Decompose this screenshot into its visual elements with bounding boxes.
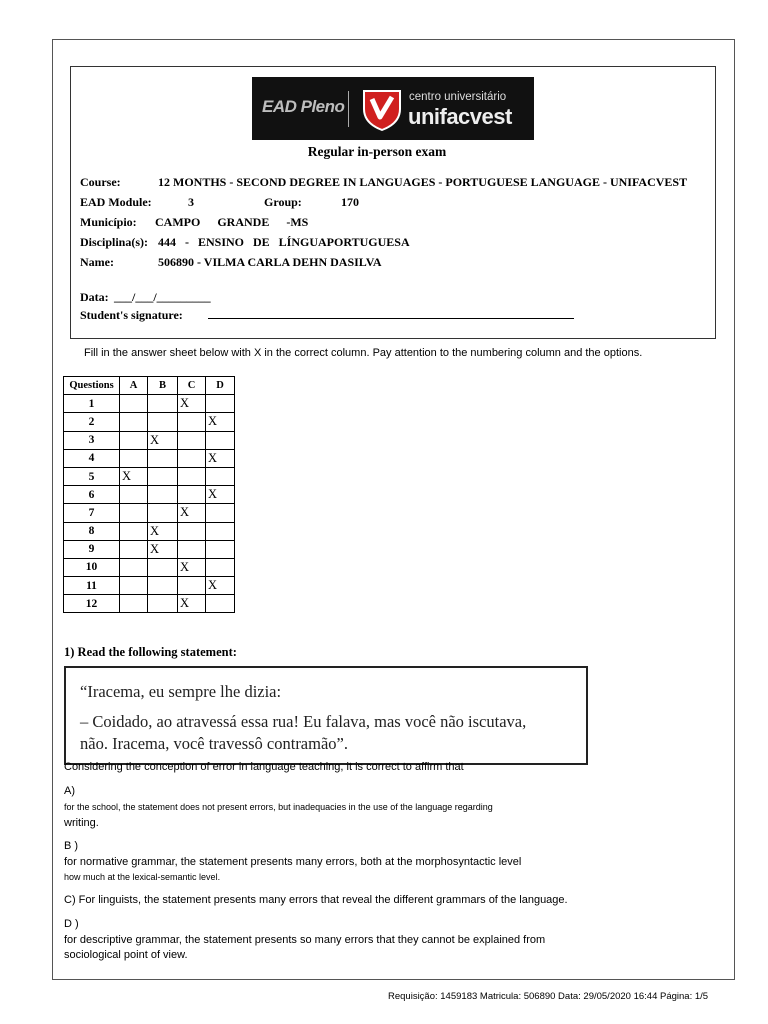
answer-cell-c [178,413,206,431]
question-number-cell: 2 [64,413,120,431]
answer-cell-d [206,540,235,558]
option-d-line-2: sociological point of view. [64,949,188,961]
quote-line-1: “Iracema, eu sempre lhe dizia: [80,682,282,701]
header-b: B [148,377,178,395]
answer-cell-c [178,486,206,504]
logo-subtitle: centro universitário [409,91,507,103]
answer-cell-a [120,540,148,558]
question-number-cell: 9 [64,540,120,558]
answer-row [64,540,235,558]
answer-row [64,413,235,431]
disciplina-value: 444 - ENSINO DE LÍNGUAPORTUGUESA [158,235,410,249]
signature-line [208,318,574,319]
question-1-heading: 1) Read the following statement: [64,645,237,659]
ead-pleno-logo-text: EAD Pleno [262,97,345,116]
exam-title: Regular in-person exam [307,144,447,159]
option-a-label: A) [64,785,75,797]
answer-cell-c: X [178,558,206,576]
question-prompt: Considering the conception of error in language teaching, it is correct to affirm that [64,761,464,773]
answer-cell-d: X [206,486,235,504]
answer-row [64,595,235,613]
header-questions: Questions [64,377,120,395]
group-label: Group: [264,195,302,209]
answer-cell-b [148,595,178,613]
page-footer: Requisição: 1459183 Matricula: 506890 Data: 29/05/2020 16:44 Página: 1/5 [388,991,709,1002]
answer-sheet-table [63,376,235,613]
institution-logo [252,77,534,140]
answer-row [64,431,235,449]
disciplina-label: Disciplina(s): [80,235,149,249]
instruction-text: Fill in the answer sheet below with X in the correct column. Pay attention to the numbering column and the options. [84,347,643,359]
answer-cell-a [120,395,148,413]
answer-cell-d: X [206,577,235,595]
question-number-cell: 11 [64,577,120,595]
answer-cell-a [120,413,148,431]
option-a-line-1: for the school, the statement does not present errors, but inadequacies in the use of the language regarding [64,802,493,812]
question-number-cell: 4 [64,449,120,467]
header-c: C [178,377,206,395]
module-value: 3 [188,195,194,209]
answer-row [64,449,235,467]
option-d-label: D ) [64,918,79,930]
logo-divider [348,91,349,127]
option-a-line-2: writing. [64,817,99,829]
answer-cell-c [178,467,206,485]
header-a: A [120,377,148,395]
answer-cell-d: X [206,449,235,467]
quote-line-3: não. Iracema, você travessô contramão”. [80,734,348,753]
question-number-cell: 12 [64,595,120,613]
answer-cell-a [120,558,148,576]
option-b-line-1: for normative grammar, the statement presents many errors, both at the morphosyntactic level [64,856,522,868]
answer-cell-c: X [178,395,206,413]
answer-cell-d [206,595,235,613]
answer-cell-a [120,486,148,504]
answer-cell-b [148,577,178,595]
question-number-cell: 1 [64,395,120,413]
answer-cell-d: X [206,413,235,431]
shield-icon [362,87,402,131]
header-d: D [206,377,235,395]
answer-cell-b [148,504,178,522]
group-value: 170 [341,195,359,209]
course-value: 12 MONTHS - SECOND DEGREE IN LANGUAGES - PORTUGUESE LANGUAGE - UNIFACVEST [158,175,688,189]
municipio-label: Município: [80,215,137,229]
answer-cell-a [120,504,148,522]
answer-cell-c: X [178,504,206,522]
question-number-cell: 7 [64,504,120,522]
answer-cell-c [178,449,206,467]
answer-cell-b [148,449,178,467]
answer-cell-b [148,558,178,576]
answer-cell-d [206,522,235,540]
option-b-label: B ) [64,840,79,852]
option-b-line-2: how much at the lexical-semantic level. [64,872,221,882]
answer-row [64,558,235,576]
question-number-cell: 8 [64,522,120,540]
municipio-value: CAMPO GRANDE -MS [155,215,309,229]
logo-title: unifacvest [408,104,512,129]
quote-line-2: – Coidado, ao atravessá essa rua! Eu falava, mas você não iscutava, [80,712,527,731]
answer-cell-c: X [178,595,206,613]
answer-cell-c [178,540,206,558]
answer-cell-d [206,467,235,485]
answer-cell-a: X [120,467,148,485]
answer-cell-d [206,504,235,522]
course-label: Course: [80,175,121,189]
answer-row [64,522,235,540]
answer-row [64,486,235,504]
answer-row [64,467,235,485]
option-d-line-1: for descriptive grammar, the statement presents so many errors that they cannot be explained from [64,934,546,946]
data-label: Data: [80,290,109,304]
answer-cell-b [148,413,178,431]
answer-cell-a [120,595,148,613]
answer-cell-a [120,431,148,449]
question-number-cell: 3 [64,431,120,449]
quote-box [64,666,588,765]
answer-cell-a [120,522,148,540]
answer-cell-b: X [148,540,178,558]
question-number-cell: 6 [64,486,120,504]
option-c: C) For linguists, the statement presents many errors that reveal the different grammars of the language. [64,894,568,906]
question-number-cell: 5 [64,467,120,485]
name-value: 506890 - VILMA CARLA DEHN DASILVA [158,255,382,269]
answer-cell-d [206,395,235,413]
signature-label: Student's signature: [80,308,183,322]
answer-cell-d [206,558,235,576]
module-label: EAD Module: [80,195,152,209]
answer-cell-a [120,449,148,467]
answer-cell-b: X [148,431,178,449]
name-label: Name: [80,255,114,269]
answer-cell-c [178,431,206,449]
answer-cell-b [148,395,178,413]
answer-row [64,577,235,595]
answer-cell-a [120,577,148,595]
data-blank: ___/___/_________ [114,290,211,304]
answer-cell-c [178,522,206,540]
answer-cell-b: X [148,522,178,540]
answer-row [64,504,235,522]
answer-cell-b [148,486,178,504]
question-number-cell: 10 [64,558,120,576]
answer-cell-b [148,467,178,485]
answer-cell-c [178,577,206,595]
answer-row [64,395,235,413]
answer-cell-d [206,431,235,449]
